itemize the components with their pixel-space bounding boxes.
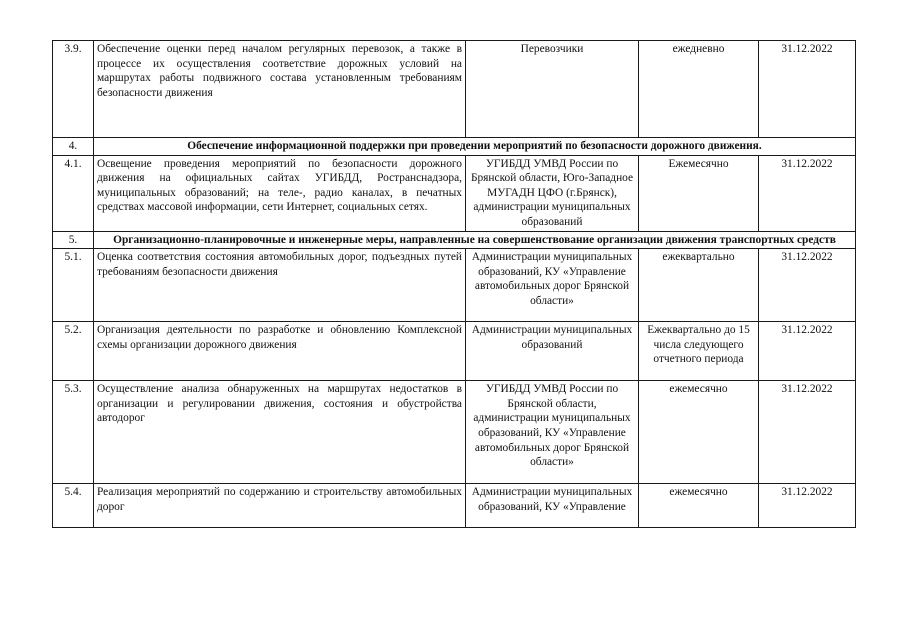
row-responsible: Перевозчики <box>466 41 639 138</box>
row-number: 5.3. <box>53 381 94 484</box>
row-deadline: 31.12.2022 <box>759 322 856 381</box>
row-deadline: 31.12.2022 <box>759 484 856 528</box>
row-description: Оценка соответствия состояния автомобильных дорог, подъездных путей требованиям безопасности движения <box>94 249 466 322</box>
table-row <box>53 322 856 381</box>
row-responsible: УГИБДД УМВД России по Брянской области, Юго-Западное МУГАДН ЦФО (г.Брянск), администрации муниципальных образований <box>466 155 639 231</box>
section-number: 5. <box>53 231 94 249</box>
row-deadline: 31.12.2022 <box>759 155 856 231</box>
row-deadline: 31.12.2022 <box>759 381 856 484</box>
table-row <box>53 41 856 138</box>
section-row <box>53 231 856 249</box>
row-number: 5.2. <box>53 322 94 381</box>
row-deadline: 31.12.2022 <box>759 249 856 322</box>
row-number: 4.1. <box>53 155 94 231</box>
row-responsible: Администрации муниципальных образований, КУ «Управление <box>466 484 639 528</box>
row-description: Организация деятельности по разработке и обновлению Комплексной схемы организации дорожного движения <box>94 322 466 381</box>
row-deadline: 31.12.2022 <box>759 41 856 138</box>
table-row <box>53 249 856 322</box>
row-responsible: Администрации муниципальных образований, КУ «Управление автомобильных дорог Брянской области» <box>466 249 639 322</box>
row-period: ежедневно <box>639 41 759 138</box>
row-description: Освещение проведения мероприятий по безопасности дорожного движения на официальных сайтах УГИБДД, Ространснадзора, муниципальных образований; на теле-, радио каналах, в печатных средствах массовой информации, сети Интернет, социальных сетях. <box>94 155 466 231</box>
section-number: 4. <box>53 138 94 156</box>
table-row <box>53 484 856 528</box>
row-period: ежемесячно <box>639 381 759 484</box>
row-number: 5.4. <box>53 484 94 528</box>
row-number: 5.1. <box>53 249 94 322</box>
row-period: ежеквартально <box>639 249 759 322</box>
row-description: Обеспечение оценки перед началом регулярных перевозок, а также в процессе их осуществления соответствие дорожных условий на маршрутах работы подвижного состава установленным требованиям безопасности движения <box>94 41 466 138</box>
row-description: Реализация мероприятий по содержанию и строительству автомобильных дорог <box>94 484 466 528</box>
table-row <box>53 155 856 231</box>
section-title: Организационно-планировочные и инженерные меры, направленные на совершенствование организации движения транспортных средств <box>94 231 856 249</box>
row-responsible: УГИБДД УМВД России по Брянской области, администрации муниципальных образований, КУ «Управление автомобильных дорог Брянской области» <box>466 381 639 484</box>
section-row <box>53 138 856 156</box>
row-description: Осуществление анализа обнаруженных на маршрутах недостатков в организации и регулировании движения, состояния и обустройства автодорог <box>94 381 466 484</box>
row-period: Ежемесячно <box>639 155 759 231</box>
measures-table <box>52 40 856 528</box>
row-responsible: Администрации муниципальных образований <box>466 322 639 381</box>
row-number: 3.9. <box>53 41 94 138</box>
row-period: Ежеквартально до 15 числа следующего отчетного периода <box>639 322 759 381</box>
row-period: ежемесячно <box>639 484 759 528</box>
section-title: Обеспечение информационной поддержки при проведении мероприятий по безопасности дорожного движения. <box>94 138 856 156</box>
table-row <box>53 381 856 484</box>
